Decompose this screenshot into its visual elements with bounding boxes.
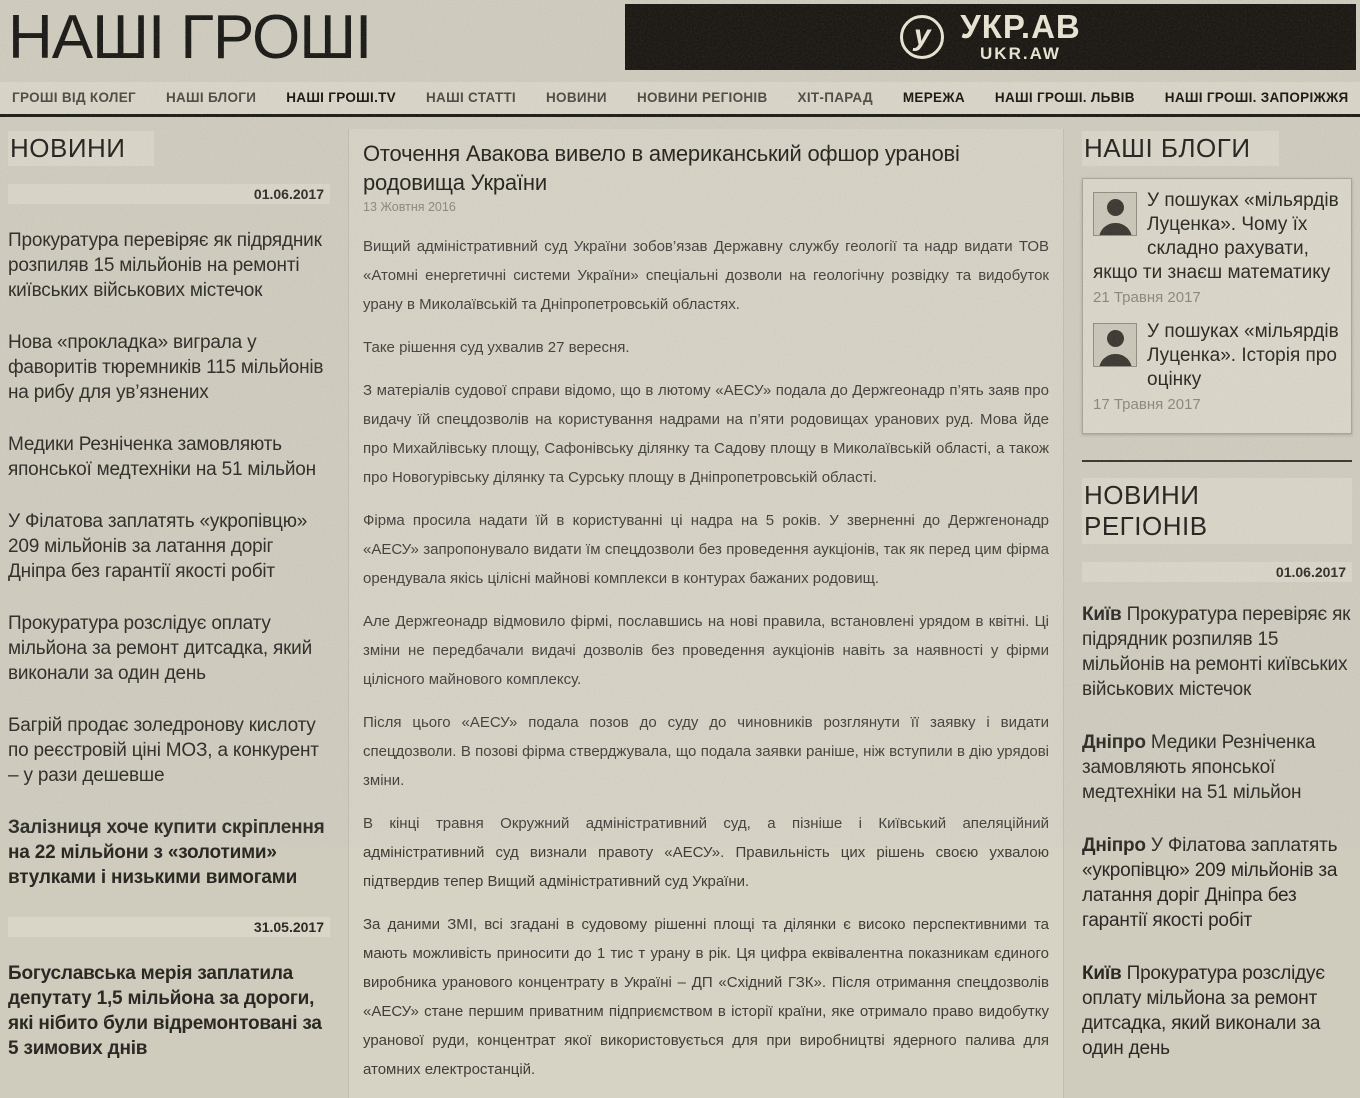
article-paragraph: Але Держгеонадр відмовило фірмі, пославшись на нові правила, встановлені урядом в квітні. Ці зміни не передбачали видачі дозволів без проведення аукціонів навіть за наявності у фірми цілісного майнового комплексу. [363, 613, 1049, 688]
blog-item[interactable] [1093, 189, 1341, 306]
region-text: Прокуратура розслідує оплату мільйона за ремонт дитсадка, який виконали за один день [1082, 963, 1325, 1059]
news-item[interactable]: У Філатова заплатять «укропівцю» 209 мільйонів за латання доріг Дніпра без гарантії якості робіт [8, 511, 308, 582]
regions-date-row: 01.06.2017 [1082, 562, 1352, 582]
article-paragraph: З матеріалів судової справи відомо, що в лютому «АЕСУ» подала до Держгеонадр п’ять заяв про видачу їй спецдозволів на користування надрами на п’яти родовищах уранових руд. Мова йде про Михайлівську площу, Сафонівську ділянку та Садову площу в Миколаївській області, а також про Новогурівську ділянку та Сурську площу в Дніпропетровській області. [363, 382, 1049, 486]
ukraw-logo-letter: у [913, 18, 931, 52]
article-paragraph: Вищий адміністративний суд України зобов’язав Державну службу геології та надр видати ТОВ «Атомні енергетичні системи України» спеціальні дозволи на геологічну розвідку та видобуток урану в Миколаївській та Дніпропетровській областях. [363, 238, 1049, 313]
main-nav [0, 82, 1360, 117]
nav-nashi-blogy[interactable]: НАШІ БЛОГИ [165, 90, 257, 105]
regions-heading: НОВИНИ РЕГІОНІВ [1082, 478, 1352, 544]
ukraw-logo-icon [900, 15, 944, 59]
region-city: Київ [1082, 963, 1122, 984]
news-item[interactable]: Медики Резніченка замовляють японської медтехніки на 51 мільйон [8, 434, 316, 480]
blogs-heading: НАШІ БЛОГИ [1082, 131, 1279, 166]
avatar-icon [1093, 323, 1137, 367]
blog-date: 17 Травня 2017 [1093, 396, 1201, 413]
article-paragraph: Фірма просила надати їй в користуванні ці надра на 5 років. У зверненні до Держгенонадр «АЕСУ» запропонувало видати їм спецдозволи без проведення аукціонів, так як перед цим фірма орендувала якісь цілісні майнові комплекси в контурах бажаних родовищ. [363, 512, 1049, 587]
article-date: 13 Жовтня 2016 [363, 200, 456, 214]
nav-nashi-statti[interactable]: НАШІ СТАТТІ [425, 90, 516, 105]
blogs-box [1082, 178, 1352, 434]
article [348, 129, 1064, 1098]
avatar-icon [1093, 192, 1137, 236]
article-title: Оточення Авакова вивело в американський офшор уранові родовища України [363, 141, 960, 195]
article-paragraph: Після цього «АЕСУ» подала позов до суду до чиновників розглянути її заявку і видати спецдозволи. В позові фірма стверджувала, що подала заявки раніше, ніж вступили в дію урядові зміни. [363, 714, 1049, 789]
news-date-row: 01.06.2017 [8, 184, 330, 204]
content [0, 117, 1360, 1098]
news-item[interactable]: Прокуратура розслідує оплату мільйона за ремонт дитсадка, який виконали за один день [8, 613, 313, 684]
nav-nashi-groshi-lviv[interactable]: НАШІ ГРОШІ. ЛЬВІВ [994, 90, 1135, 105]
section-divider [1082, 460, 1352, 462]
nav-novyny[interactable]: НОВИНИ [545, 90, 607, 105]
news-item[interactable]: Нова «прокладка» виграла у фаворитів тюремників 115 мільйонів на рибу для ув’язнених [8, 332, 324, 403]
right-sidebar [1082, 129, 1352, 1089]
news-item[interactable]: Богуславська мерія заплатила депутату 1,5 мільйона за дороги, які нібито були відремонтовані за 5 зимових днів [8, 963, 322, 1059]
region-text: Медики Резніченка замовляють японської медтехніки на 51 мільйон [1082, 732, 1316, 803]
nav-groshi-vid-koleg[interactable]: ГРОШІ ВІД КОЛЕГ [12, 90, 136, 105]
article-paragraph: За даними ЗМІ, всі згадані в судовому рішенні площі та ділянки є високо перспективними та мають можливість приносити до 1 тис т урану в рік. Ця цифра еквівалентна показникам єдиного виробника уранового концентрату в Україні – ДП «Східний ГЗК». Після отримання спецдозволів «АЕСУ» стане першим приватним підприємством в історії країни, яке отримало право видобутку уранової руди, концентрат якої використовується для при виробництві ядерного палива для атомних електростанцій. [363, 916, 1049, 1078]
news-date-row: 31.05.2017 [8, 917, 330, 937]
nav-merezha[interactable]: МЕРЕЖА [902, 90, 965, 105]
article-paragraph: Таке рішення суд ухвалив 27 вересня. [363, 339, 630, 356]
region-text: Прокуратура перевіряє як підрядник розпиляв 15 мільйонів на ремонті київських військових містечок [1082, 604, 1351, 700]
region-city: Київ [1082, 604, 1122, 625]
region-news-item[interactable] [1082, 730, 1352, 805]
nav-nashi-groshi-tv[interactable]: НАШІ ГРОШІ.TV [286, 90, 396, 105]
nav-novyny-regioniv[interactable]: НОВИНИ РЕГІОНІВ [636, 90, 768, 105]
ukraw-text-block [960, 10, 1081, 64]
news-item[interactable]: Прокуратура перевіряє як підрядник розпиляв 15 мільйонів на ремонті київських військових містечок [8, 230, 322, 301]
region-news-item[interactable] [1082, 961, 1352, 1061]
nav-nashi-groshi-zaporizhzhia[interactable]: НАШІ ГРОШІ. ЗАПОРІЖЖЯ [1164, 90, 1349, 105]
article-paragraph: В кінці травня Окружний адміністративний суд, а пізніше і Київський апеляційний адміністративний суд визнали правоту «АЕСУ». Правильність цих рішень своєю ухвалою підтвердив тепер Вищий адміністративний суд України. [363, 815, 1049, 890]
news-heading: НОВИНИ [8, 131, 154, 166]
region-city: Дніпро [1082, 732, 1146, 753]
region-text: У Філатова заплатять «укропівцю» 209 мільйонів за латання доріг Дніпра без гарантії якості робіт [1082, 835, 1338, 931]
news-sidebar [8, 129, 330, 1088]
nav-hit-parad[interactable]: ХІТ-ПАРАД [797, 90, 873, 105]
blog-title[interactable]: У пошуках «мільярдів Луценка». Історія про оцінку [1147, 321, 1339, 390]
region-news-item[interactable] [1082, 833, 1352, 933]
masthead [0, 0, 1360, 82]
blog-date: 21 Травня 2017 [1093, 289, 1201, 306]
news-item[interactable]: Залізниця хоче купити скріплення на 22 мільйони з «золотими» втулками і низькими вимогами [8, 817, 325, 888]
brand-title: УКР.АВ [960, 8, 1081, 45]
region-news-item[interactable] [1082, 602, 1352, 702]
news-item[interactable]: Багрій продає золедронову кислоту по реєстровій ціні МОЗ, а конкурент – у рази дешевше [8, 715, 319, 786]
ukraw-banner[interactable] [625, 4, 1356, 70]
blog-item[interactable] [1093, 320, 1341, 413]
site-logo[interactable]: НАШІ ГРОШІ [8, 3, 372, 72]
region-city: Дніпро [1082, 835, 1146, 856]
brand-subtitle: UKR.AW [980, 44, 1061, 63]
blog-title[interactable]: У пошуках «мільярдів Луценка». Чому їх складно рахувати, якщо ти знаєш математику [1093, 190, 1339, 283]
